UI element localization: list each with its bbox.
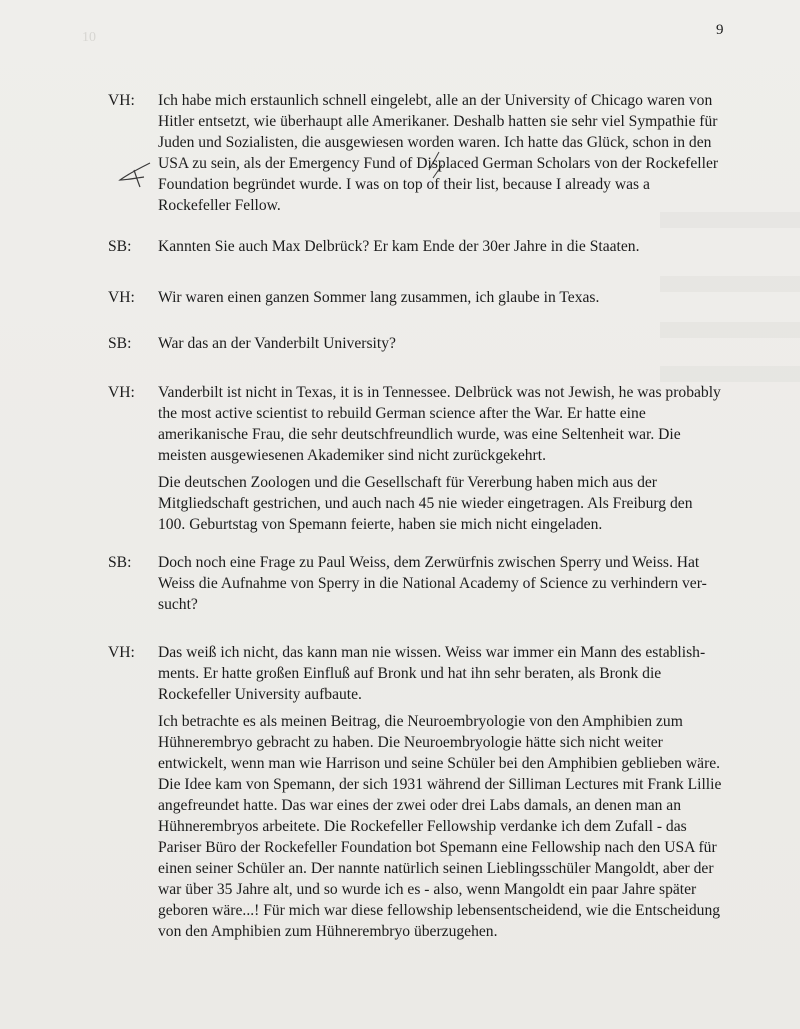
paragraph: Das weiß ich nicht, das kann man nie wissen. Weiss war immer ein Mann des establish-ments. Er hatte großen Einfluß auf Bronk und hat ihn sehr beraten, als Bronk die Rockefeller University aufbaute.	[158, 644, 706, 703]
entry-text	[158, 642, 723, 942]
entry-text	[158, 236, 723, 257]
paragraph: War das an der Vanderbilt University?	[158, 335, 396, 352]
transcript-entry	[108, 236, 728, 257]
entry-text	[158, 552, 723, 615]
transcript-entry	[108, 382, 728, 535]
speaker-label: SB:	[108, 335, 132, 352]
entry-text	[158, 90, 723, 216]
speaker-label: VH:	[108, 384, 135, 401]
speaker-label: VH:	[108, 289, 135, 306]
speaker-label: VH:	[108, 644, 135, 661]
bleed-through-strip	[660, 366, 800, 382]
transcript-entry	[108, 552, 728, 615]
paragraph: Ich betrachte es als meinen Beitrag, die Neuroembryologie von den Amphibien zum Hühnerembryo gebracht zu haben. Die Neuroembryologie hätte sich nicht weiter entwickelt, wenn man wie Harrison und seine Schüler bei den Amphibien geblieben wäre. Die Idee kam von Spemann, der sich 1931 während der Silliman Lectures mit Frank Lillie angefreundet hatte. Das war eines der zwei oder drei Labs damals, an denen man an Hühnerembryos arbeitete. Die Rockefeller Fellowship verdanke ich dem Zufall - das Pariser Büro der Rockefeller Foundation bot Spemann eine Fellowship nach den USA für einen seiner Schüler an. Der nannte natürlich seinen Lieblingsschüler Mangoldt, aber der war über 35 Jahre alt, und so wurde ich es - also, wenn Mangoldt ein paar Jahre später geboren wäre...! Für mich war diese fellowship lebensentscheidend, wie die Entscheidung von den Amphibien zum Hühnerembryo überzugehen.	[158, 713, 722, 940]
entry-text	[158, 287, 723, 308]
paragraph: Wir waren einen ganzen Sommer lang zusammen, ich glaube in Texas.	[158, 289, 600, 306]
paragraph: Vanderbilt ist nicht in Texas, it is in Tennessee. Delbrück was not Jewish, he was probably the most active scientist to rebuild German science after the War. Er hatte eine amerikanische Frau, die sehr deutschfreundlich wurde, was eine Seltenheit war. Die meisten ausgewiesenen Akademiker sind nicht zurückgekehrt.	[158, 384, 721, 464]
speaker-label: SB:	[108, 238, 132, 255]
entry-text	[158, 333, 723, 354]
speaker-label: VH:	[108, 92, 135, 109]
paragraph: Kannten Sie auch Max Delbrück? Er kam Ende der 30er Jahre in die Staaten.	[158, 238, 640, 255]
entry-text	[158, 382, 723, 535]
transcript-entry	[108, 333, 728, 354]
page-number: 9	[716, 22, 724, 38]
transcript-entry	[108, 287, 728, 308]
paragraph: Die deutschen Zoologen und die Gesellschaft für Vererbung haben mich aus der Mitgliedschaft gestrichen, und auch nach 45 nie wieder eingetragen. Als Freiburg den 100. Geburtstag von Spemann feierte, haben sie mich nicht eingeladen.	[158, 474, 693, 533]
paragraph: Doch noch eine Frage zu Paul Weiss, dem Zerwürfnis zwischen Sperry und Weiss. Hat Weiss die Aufnahme von Sperry in die National Academy of Science zu verhindern ver-sucht?	[158, 554, 707, 613]
transcript-entry	[108, 90, 728, 216]
paragraph: Ich habe mich erstaunlich schnell eingelebt, alle an der University of Chicago waren von Hitler entsetzt, wie überhaupt alle Amerikaner. Deshalb hatten sie sehr viel Sympathie für Juden und Sozialisten, die ausgewiesen worden waren. Ich hatte das Glück, schon in den USA zu sein, als der Emergency Fund of Displaced German Scholars von der Rockefeller Foundation begründet wurde. I was on top of their list, because I already was a Rockefeller Fellow.	[158, 92, 719, 214]
speaker-label: SB:	[108, 554, 132, 571]
bleed-through-page-number: 10	[82, 30, 96, 45]
transcript-entry	[108, 642, 728, 942]
